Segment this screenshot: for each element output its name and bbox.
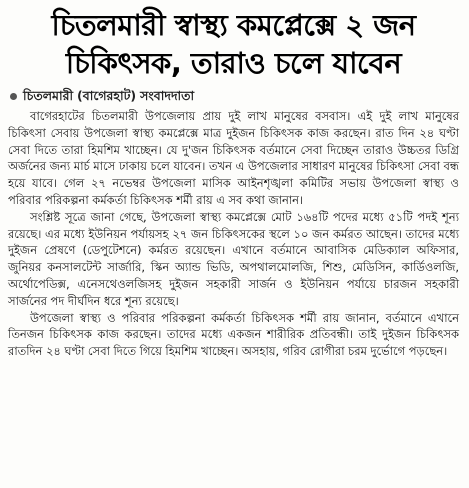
byline-reporter: সংবাদদাতা: [140, 88, 195, 103]
bullet-icon: [10, 93, 17, 100]
paragraph: বাগেরহাটের চিতলমারী উপজেলায় প্রায় দুই লাখ মানুষের বসবাস। এই দুই লাখ মানুষের চিকিৎসা সেবায় উপজেলা স্বাস্থ্য কমপ্লেক্সে মাত্র দুইজন চিকিৎসক কাজ করছেন। রাত দিন ২৪ ঘণ্টা সেবা দিতে তারা হিমশিম খাচ্ছেন। যে দু'জন চিকিৎসক বর্তমানে সেবা দিচ্ছেন তারাও উচ্চতর ডিগ্রি অর্জনের জন্য মার্চ মাসে ঢাকায় চলে যাবেন। তখন এ উপজেলার সাধারণ মানুষের চিকিৎসা সেবা বন্ধ হয়ে যাবে। গেল ২৭ নভেম্বর উপজেলা মাসিক আইনশৃঙ্খলা কমিটির সভায় উপজেলা স্বাস্থ্য ও পরিবার পরিকল্পনা কর্মকর্তা চিকিৎসক শর্মী রায় এ সব কথা জানান।: [8, 109, 459, 207]
headline: চিতলমারী স্বাস্থ্য কমপ্লেক্সে ২ জন চিকিৎসক, তারাও চলে যাবেন: [51, 8, 416, 80]
article-body: [8, 108, 459, 360]
paragraph: সংশ্লিষ্ট সূত্রে জানা গেছে, উপজেলা স্বাস্থ্য কমপ্লেক্সে মোট ১৬৪টি পদের মধ্যে ৫১টি পদই শূন্য রয়েছে। এর মধ্যে ইউনিয়ন পর্যায়সহ ২৭ জন চিকিৎসকের স্থলে ১০ জন কর্মরত আছেন। তাদের মধ্যে দুইজন প্রেষণে (ডেপুটেশনে) কর্মরত রয়েছেন। এখানে বর্তমানে আবাসিক মেডিক্যাল অফিসার, জুনিয়র কনসালটেন্ট সার্জারি, স্কিন অ্যান্ড ভিডি, অপথালমোলজি, শিশু, মেডিসিন, কার্ডিওলজি, অর্থোপেডিক্স, এনেসথেওলজিসহ দুইজন সহকারী সার্জন ও ইউনিয়ন পর্যায়ে চারজন সহকারী সার্জনের পদ দীর্ঘদিন ধরে শূন্য রয়েছে।: [8, 209, 459, 308]
byline-location: চিতলমারী: [23, 88, 74, 103]
byline-district: (বাগেরহাট): [77, 88, 137, 103]
paragraph: উপজেলা স্বাস্থ্য ও পরিবার পরিকল্পনা কর্মকর্তা চিকিৎসক শর্মী রায় জানান, বর্তমানে এখানে তিনজন চিকিৎসক কাজ করছেন। তাদের মধ্যে একজন শারীরিক প্রতিবন্ধী। তাই দুইজন চিকিৎসক রাতদিন ২৪ ঘণ্টা সেবা দিতে গিয়ে হিমশিম খাচ্ছেন। অসহায়, গরিব রোগীরা চরম দুর্ভোগে পড়ছেন।: [8, 310, 459, 359]
byline: [10, 88, 459, 104]
